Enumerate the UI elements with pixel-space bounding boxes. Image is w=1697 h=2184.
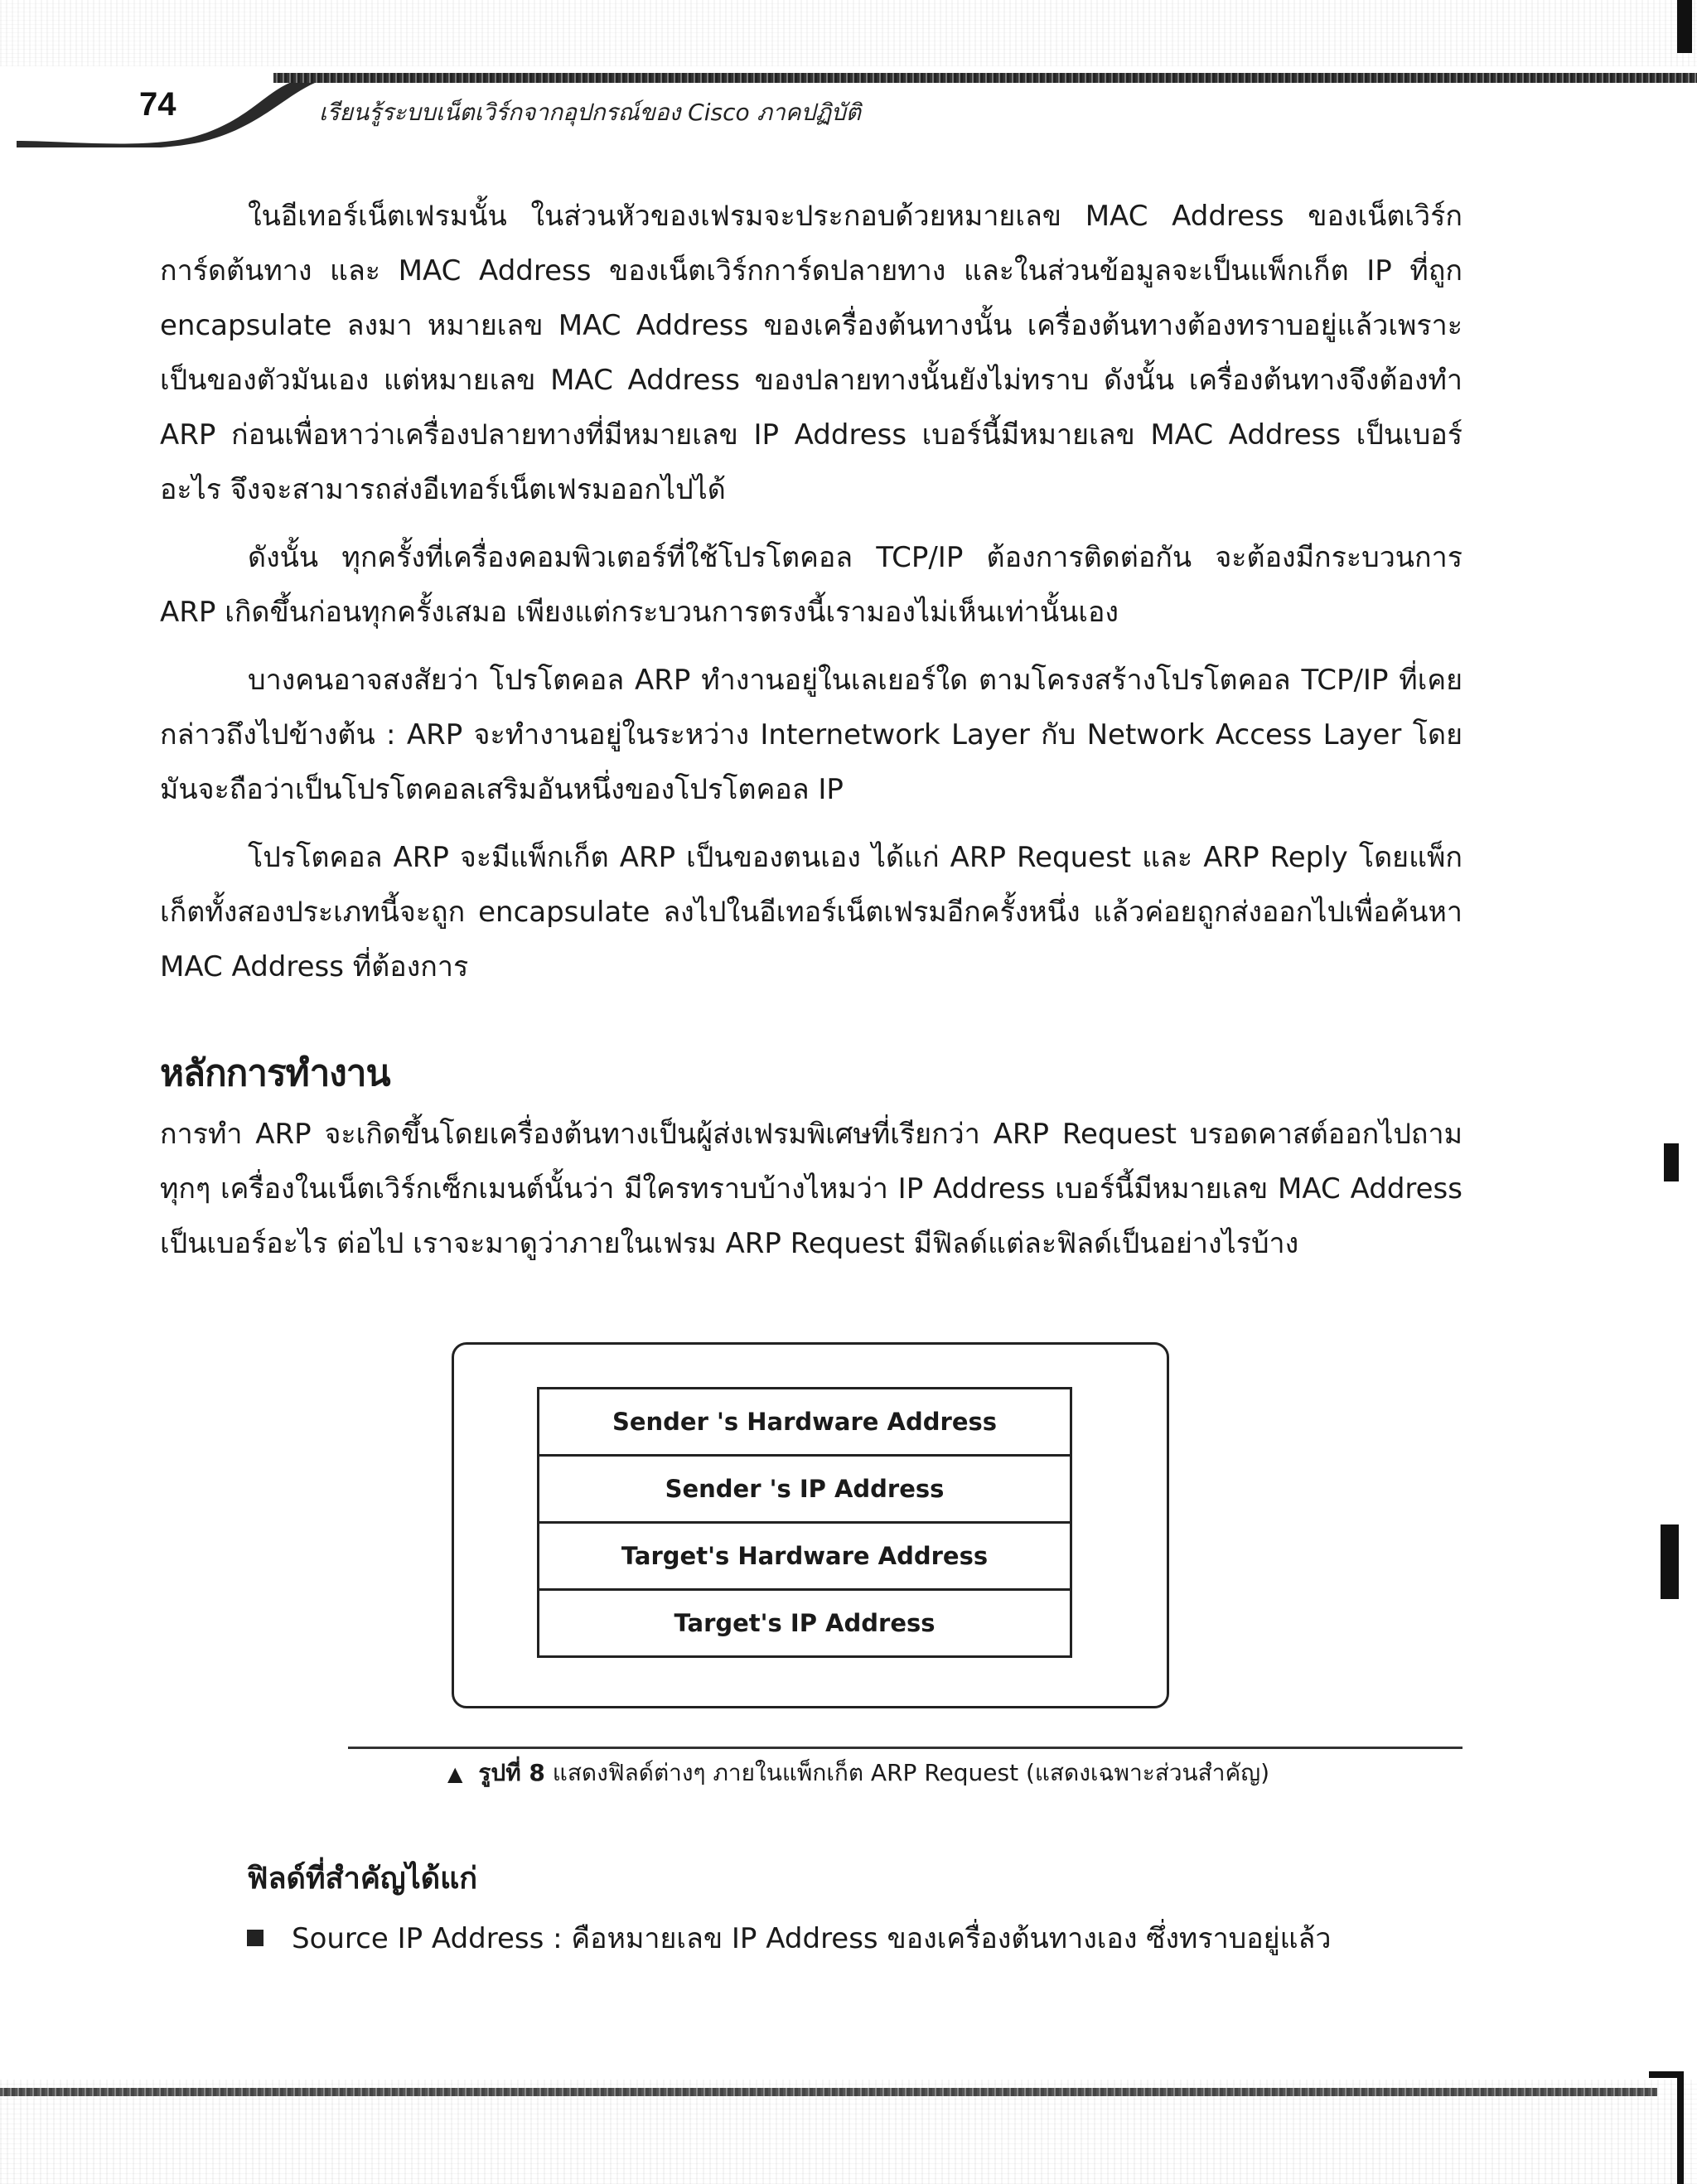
important-fields-heading: ฟิลด์ที่สำคัญได้แก่ [247,1862,478,1896]
list-item-text: Source IP Address : คือหมายเลข IP Address ของเครื่องต้นทางเอง ซึ่งทราบอยู่แล้ว [292,1922,1332,1955]
caption-label: รูปที่ 8 [478,1759,545,1786]
caption-rule [348,1747,1463,1749]
caption-text: แสดงฟิลด์ต่างๆ ภายในแพ็กเก็ต ARP Request (แสดงเฉพาะส่วนสำคัญ) [552,1759,1270,1786]
edge-mark-top [1677,0,1692,53]
header-rule [273,73,1697,83]
list-item [247,1916,1331,1960]
page-number: 74 [139,86,176,123]
section-heading: หลักการทำงาน [160,1052,390,1094]
arp-request-field-table [537,1387,1072,1658]
edge-mark-middle-2 [1661,1524,1679,1599]
paragraph-1: ในอีเทอร์เน็ตเฟรมนั้น ในส่วนหัวของเฟรมจะประกอบด้วยหมายเลข MAC Address ของเน็ตเวิร์กการ์ดต้นทาง และ MAC Address ของเน็ตเวิร์กการ์ดปลายทาง และในส่วนข้อมูลจะเป็นแพ็กเก็ต IP ที่ถูก encapsulate ลงมา หมายเลข MAC Address ของเครื่องต้นทางนั้น เครื่องต้นทางต้องทราบอยู่แล้วเพราะเป็นของตัวมันเอง แต่หมายเลข MAC Address ของปลายทางนั้นยังไม่ทราบ ดังนั้น เครื่องต้นทางจึงต้องทำ ARP ก่อนเพื่อหาว่าเครื่องปลายทางที่มีหมายเลข IP Address เบอร์นี้มีหมายเลข MAC Address เป็นเบอร์อะไร จึงจะสามารถส่งอีเทอร์เน็ตเฟรมออกไปได้ [160,200,1463,506]
footer-rule [0,2088,1657,2096]
scan-noise-top [0,0,1697,66]
section-paragraph: การทำ ARP จะเกิดขึ้นโดยเครื่องต้นทางเป็นผู้ส่งเฟรมพิเศษที่เรียกว่า ARP Request บรอดคาสต์ออกไปถามทุกๆ เครื่องในเน็ตเวิร์กเซ็กเมนต์นั้นว่า มีใครทราบบ้างไหมว่า IP Address เบอร์นี้มีหมายเลข MAC Address เป็นเบอร์อะไร ต่อไป เราจะมาดูว่าภายในเฟรม ARP Request มีฟิลด์แต่ละฟิลด์เป็นอย่างไรบ้าง [160,1118,1463,1260]
edge-mark-middle-1 [1664,1143,1679,1181]
field-sender-ip-address: Sender 's IP Address [539,1457,1070,1524]
body-content [160,189,1463,1271]
figure-caption [447,1755,1269,1791]
triangle-icon: ▲ [447,1762,463,1785]
paragraph-2: ดังนั้น ทุกครั้งที่เครื่องคอมพิวเตอร์ที่ใช้โปรโตคอล TCP/IP ต้องการติดต่อกัน จะต้องมีกระบวนการ ARP เกิดขึ้นก่อนทุกครั้งเสมอ เพียงแต่กระบวนการตรงนี้เรามองไม่เห็นเท่านั้นเอง [160,541,1463,629]
edge-mark-bottom-vertical [1677,2071,1684,2184]
field-target-ip-address: Target's IP Address [674,1609,936,1637]
square-bullet-icon [247,1930,263,1946]
paragraph-3: บางคนอาจสงสัยว่า โปรโตคอล ARP ทำงานอยู่ในเลเยอร์ใด ตามโครงสร้างโปรโตคอล TCP/IP ที่เคยกล่าวถึงไปข้างต้น : ARP จะทำงานอยู่ในระหว่าง Internetwork Layer กับ Network Access Layer โดยมันจะถือว่าเป็นโปรโตคอลเสริมอันหนึ่งของโปรโตคอล IP [160,664,1463,806]
paragraph-4: โปรโตคอล ARP จะมีแพ็กเก็ต ARP เป็นของตนเอง ได้แก่ ARP Request และ ARP Reply โดยแพ็กเก็ตทั้งสองประเภทนี้จะถูก encapsulate ลงไปในอีเทอร์เน็ตเฟรมอีกครั้งหนึ่ง แล้วค่อยถูกส่งออกไปเพื่อค้นหา MAC Address ที่ต้องการ [160,841,1463,983]
field-sender-hardware-address: Sender 's Hardware Address [539,1389,1070,1457]
running-head: เรียนรู้ระบบเน็ตเวิร์กจากอุปกรณ์ของ Cisco ภาคปฏิบัติ [319,99,861,126]
field-target-hardware-address: Target's Hardware Address [539,1524,1070,1591]
